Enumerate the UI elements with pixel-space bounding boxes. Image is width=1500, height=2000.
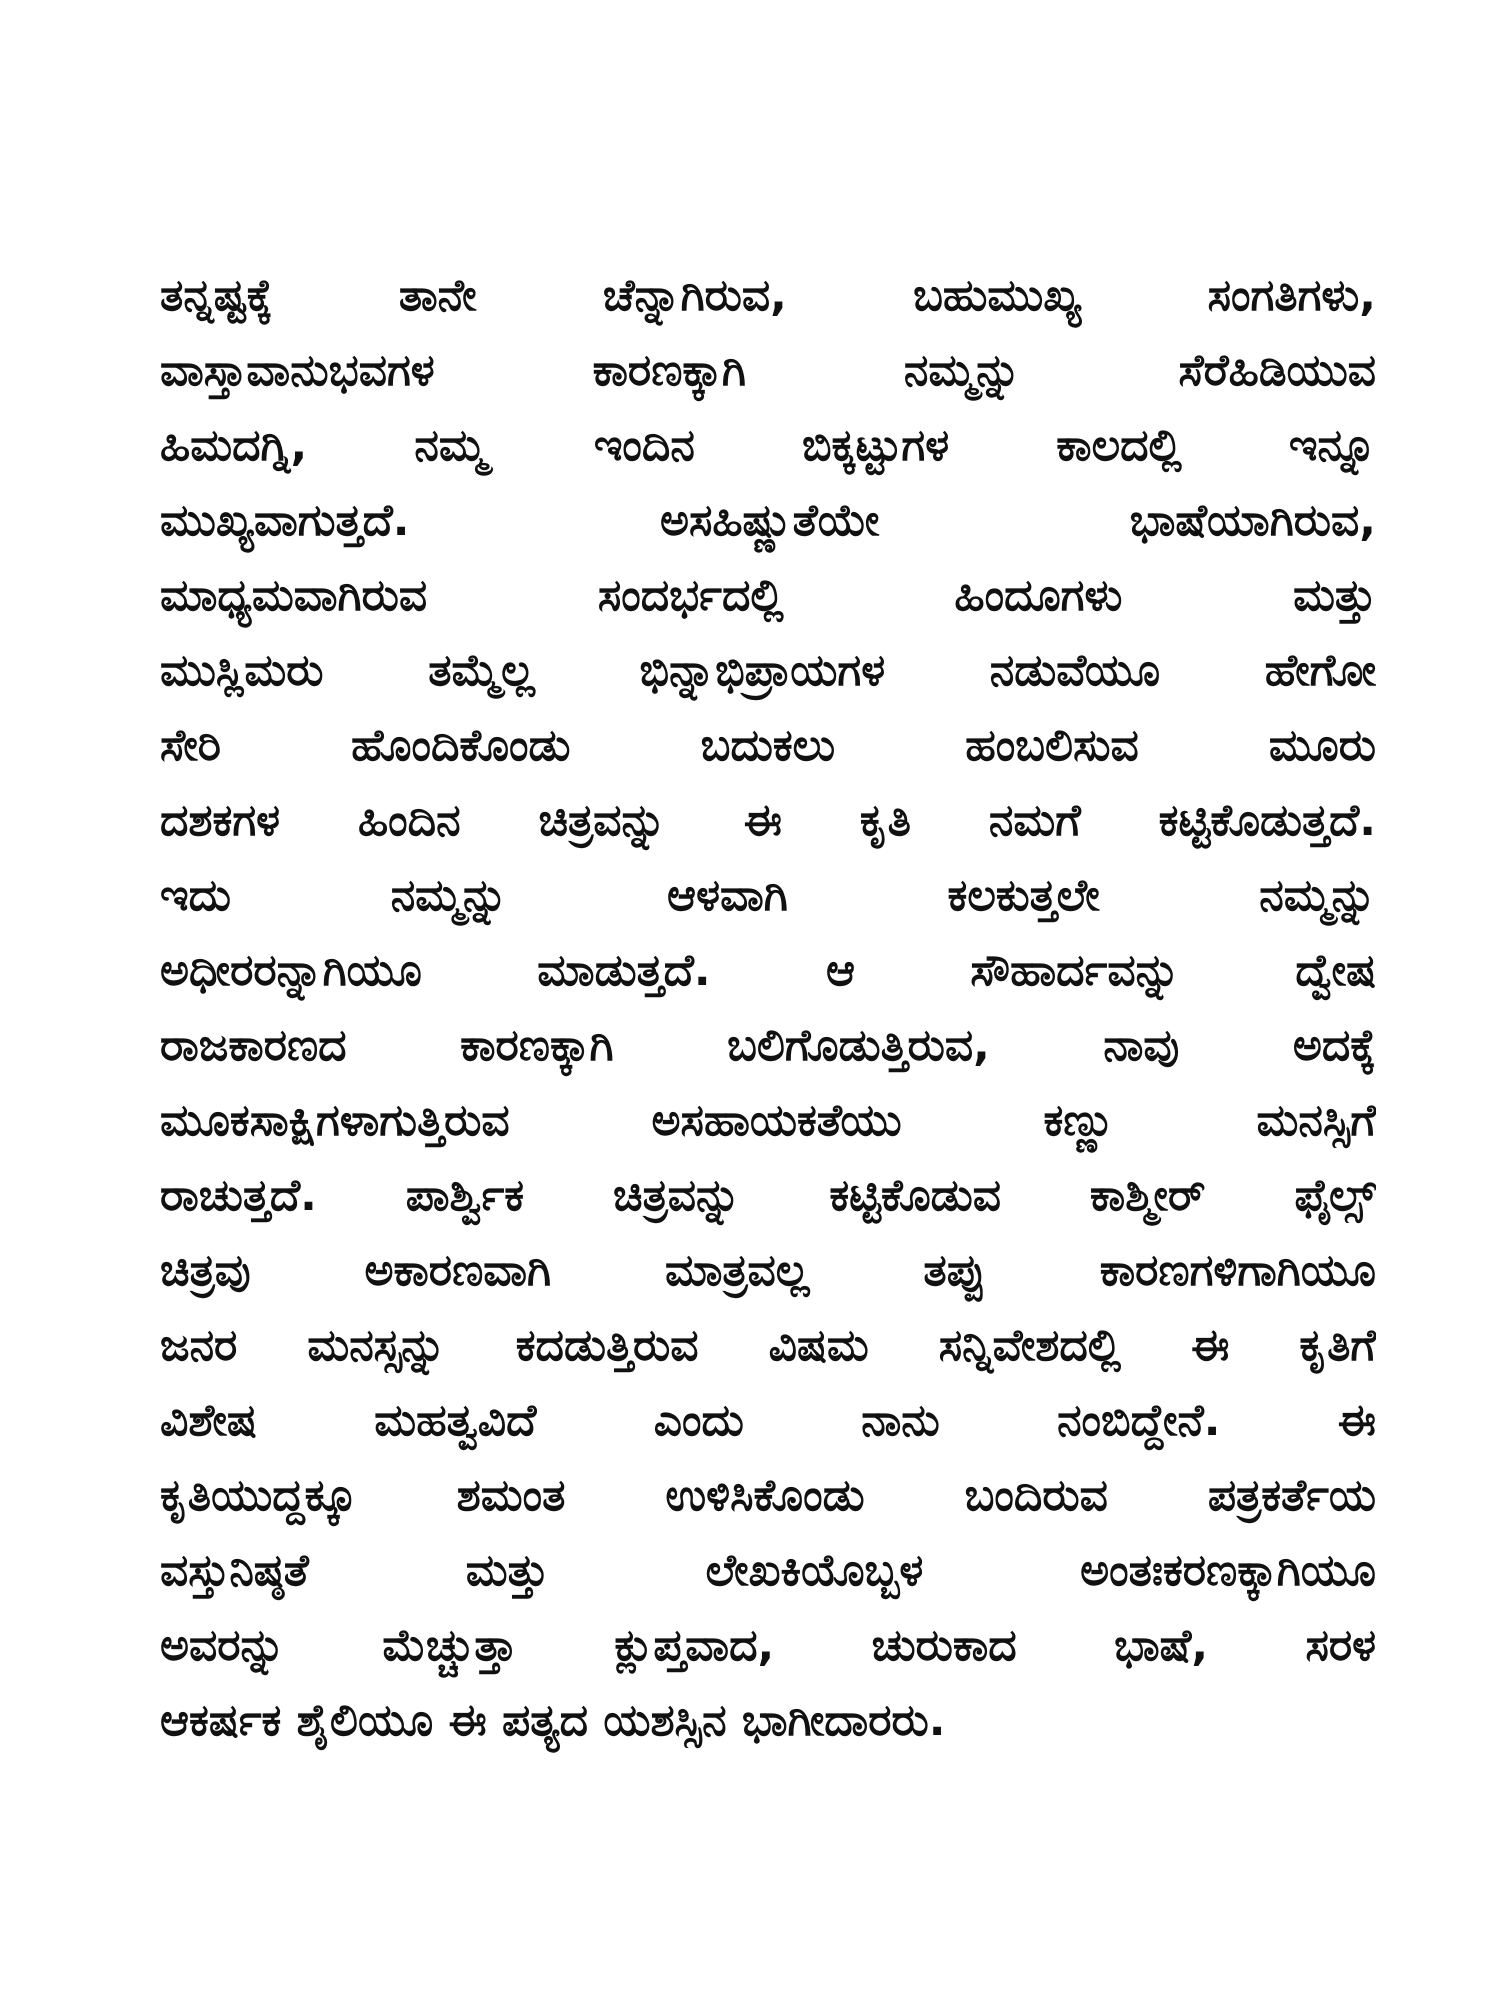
text-line: ರಾಜಕಾರಣದ ಕಾರಣಕ್ಕಾಗಿ ಬಲಿಗೊಡುತ್ತಿರುವ, ನಾವು ಅದಕ್ಕೆ <box>160 1020 1376 1071</box>
text-line: ವಿಶೇಷ ಮಹತ್ವವಿದೆ ಎಂದು ನಾನು ನಂಬಿದ್ದೇನೆ. ಈ <box>160 1395 1376 1446</box>
text-line: ಜನರ ಮನಸ್ಸನ್ನು ಕದಡುತ್ತಿರುವ ವಿಷಮ ಸನ್ನಿವೇಶದಲ್ಲಿ ಈ ಕೃತಿಗೆ <box>160 1320 1376 1371</box>
text-line: ಆಕರ್ಷಕ ಶೈಲಿಯೂ ಈ ಪತ್ಯದ ಯಶಸ್ಸಿನ ಭಾಗೀದಾರರು. <box>160 1695 946 1746</box>
text-line: ದಶಕಗಳ ಹಿಂದಿನ ಚಿತ್ರವನ್ನು ಈ ಕೃತಿ ನಮಗೆ ಕಟ್ಟಿಕೊಡುತ್ತದೆ. <box>160 795 1376 846</box>
text-line: ಇದು ನಮ್ಮನ್ನು ಆಳವಾಗಿ ಕಲಕುತ್ತಲೇ ನಮ್ಮನ್ನು <box>160 870 1376 921</box>
text-line: ರಾಚುತ್ತದೆ. ಪಾರ್ಶ್ವಿಕ ಚಿತ್ರವನ್ನು ಕಟ್ಟಿಕೊಡುವ ಕಾಶ್ಮೀರ್ ಫೈಲ್ಸ್ <box>160 1170 1376 1221</box>
text-line: ತನ್ನಷ್ಟಕ್ಕೆ ತಾನೇ ಚೆನ್ನಾಗಿರುವ, ಬಹುಮುಖ್ಯ ಸಂಗತಿಗಳು, <box>160 270 1376 321</box>
text-line: ಮುಸ್ಲಿಮರು ತಮ್ಮೆಲ್ಲ ಭಿನ್ನಾಭಿಪ್ರಾಯಗಳ ನಡುವೆಯೂ ಹೇಗೋ <box>160 645 1376 696</box>
text-line: ವಾಸ್ತಾವಾನುಭವಗಳ ಕಾರಣಕ್ಕಾಗಿ ನಮ್ಮನ್ನು ಸೆರೆಹಿಡಿಯುವ <box>160 345 1376 396</box>
body-paragraph <box>160 258 1376 1758</box>
text-line: ಹಿಮದಗ್ನಿ, ನಮ್ಮ ಇಂದಿನ ಬಿಕ್ಕಟ್ಟುಗಳ ಕಾಲದಲ್ಲಿ ಇನ್ನೂ <box>160 420 1376 471</box>
text-line: ಮೂಕಸಾಕ್ಷಿಗಳಾಗುತ್ತಿರುವ ಅಸಹಾಯಕತೆಯು ಕಣ್ಣು ಮನಸ್ಸಿಗೆ <box>160 1095 1376 1146</box>
text-line: ಸೇರಿ ಹೊಂದಿಕೊಂಡು ಬದುಕಲು ಹಂಬಲಿಸುವ ಮೂರು <box>160 720 1376 771</box>
text-line: ಮುಖ್ಯವಾಗುತ್ತದೆ. ಅಸಹಿಷ್ಣುತೆಯೇ ಭಾಷೆಯಾಗಿರುವ, <box>160 495 1376 546</box>
text-line: ಅವರನ್ನು ಮೆಚ್ಚುತ್ತಾ ಕ್ಲುಪ್ತವಾದ, ಚುರುಕಾದ ಭಾಷೆ, ಸರಳ <box>160 1620 1376 1671</box>
text-line: ಚಿತ್ರವು ಅಕಾರಣವಾಗಿ ಮಾತ್ರವಲ್ಲ ತಪ್ಪು ಕಾರಣಗಳಿಗಾಗಿಯೂ <box>160 1245 1376 1296</box>
text-line: ಮಾಧ್ಯಮವಾಗಿರುವ ಸಂದರ್ಭದಲ್ಲಿ ಹಿಂದೂಗಳು ಮತ್ತು <box>160 570 1376 621</box>
text-line: ಅಧೀರರನ್ನಾಗಿಯೂ ಮಾಡುತ್ತದೆ. ಆ ಸೌಹಾರ್ದವನ್ನು ದ್ವೇಷ <box>160 945 1376 996</box>
text-line: ವಸ್ತುನಿಷ್ಠತೆ ಮತ್ತು ಲೇಖಕಿಯೊಬ್ಬಳ ಅಂತಃಕರಣಕ್ಕಾಗಿಯೂ <box>160 1545 1376 1596</box>
text-line: ಕೃತಿಯುದ್ದಕ್ಕೂ ಶಮಂತ ಉಳಿಸಿಕೊಂಡು ಬಂದಿರುವ ಪತ್ರಕರ್ತೆಯ <box>160 1470 1376 1521</box>
